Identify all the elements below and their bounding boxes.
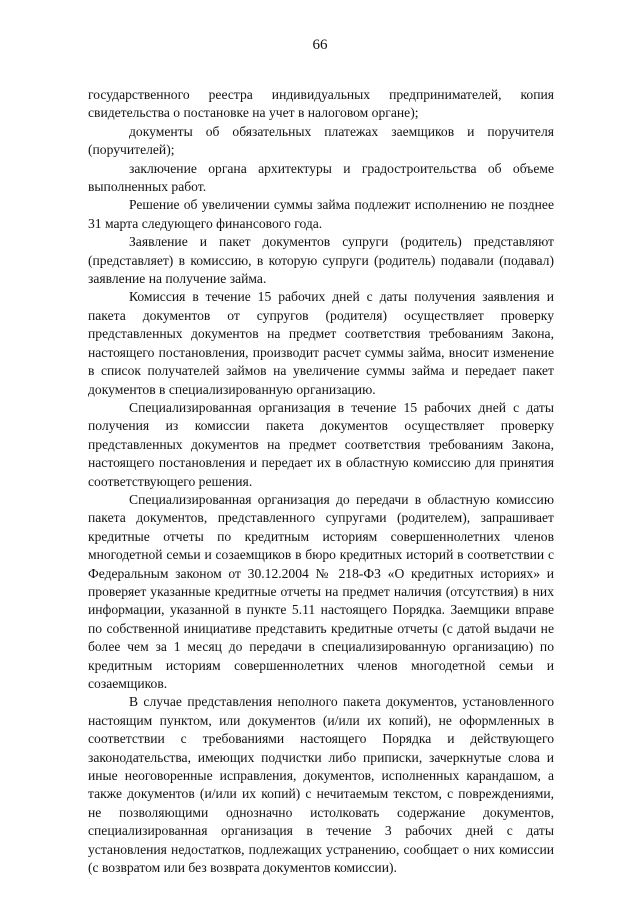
paragraph-loan-increase-decision: Решение об увеличении суммы займа подлежит исполнению не позднее 31 марта следующего финансового года. — [88, 197, 554, 231]
paragraph-specialized-org-review: Специализированная организация в течение 15 рабочих дней с даты получения из комиссии пакета документов осуществляет проверку представленных документов на предмет соответствия требованиям Закона, настоящего постановления и передает их в областную комиссию для принятия соответствующего решения. — [88, 399, 554, 489]
paragraph-application-submission: Заявление и пакет документов супруги (родитель) представляют (представляет) в комиссию, в которую супруги (родитель) подавали (подавал) заявление на получение займа. — [88, 234, 554, 287]
paragraph-obligatory-payments: документы об обязательных платежах заемщиков и поручителя (поручителей); — [88, 123, 554, 158]
paragraph-continuation: государственного реестра индивидуальных предпринимателей, копия свидетельства о постановке на учет в налоговом органе); — [88, 87, 554, 121]
paragraph-architecture-conclusion: заключение органа архитектуры и градостроительства об объеме выполненных работ. — [88, 160, 554, 195]
paragraph-incomplete-package: В случае представления неполного пакета документов, установленного настоящим пунктом, или документов (и/или их копий), не оформленных в соответствии с требованиями настоящего Порядка и действующего законодательства, имеющих подчистки либо приписки, зачеркнутые слова и иные неоговоренные исправления, документов, исполненных карандашом, а также документов (и/или их копий) с нечитаемым текстом, с повреждениями, не позволяющими однозначно истолковать содержание документов, специализированная организация в течение 3 рабочих дней с даты установления недостатков, подлежащих устранению, сообщает о них комиссии (с возвратом или без возврата документов комиссии). — [88, 694, 554, 876]
paragraph-credit-reports: Специализированная организация до передачи в областную комиссию пакета документов, представленного супругами (родителем), запрашивает кредитные отчеты по кредитным историям совершеннолетних членов многодетной семьи и созаемщиков в бюро кредитных историй в соответствии с Федеральным законом от 30.12.2004 № 218-ФЗ «О кредитных историях» и проверяет указанные кредитные отчеты на предмет наличия (отсутствия) в них информации, указанной в пункте 5.11 настоящего Порядка. Заемщики вправе по собственной инициативе представить кредитные отчеты (с датой выдачи не более чем за 1 месяц до передачи в специализированную организацию) по кредитным историям совершеннолетних членов многодетной семьи и созаемщиков. — [88, 491, 554, 691]
page-number: 66 — [312, 37, 328, 53]
paragraph-commission-review: Комиссия в течение 15 рабочих дней с даты получения заявления и пакета документов от супругов (родителя) осуществляет проверку представленных документов на предмет соответствия требованиям Закона, настоящего постановления, производит расчет суммы займа, вносит изменение в список получателей займов на увеличение суммы займа и передает пакет документов в специализированную организацию. — [88, 289, 554, 397]
document-body — [88, 86, 554, 877]
